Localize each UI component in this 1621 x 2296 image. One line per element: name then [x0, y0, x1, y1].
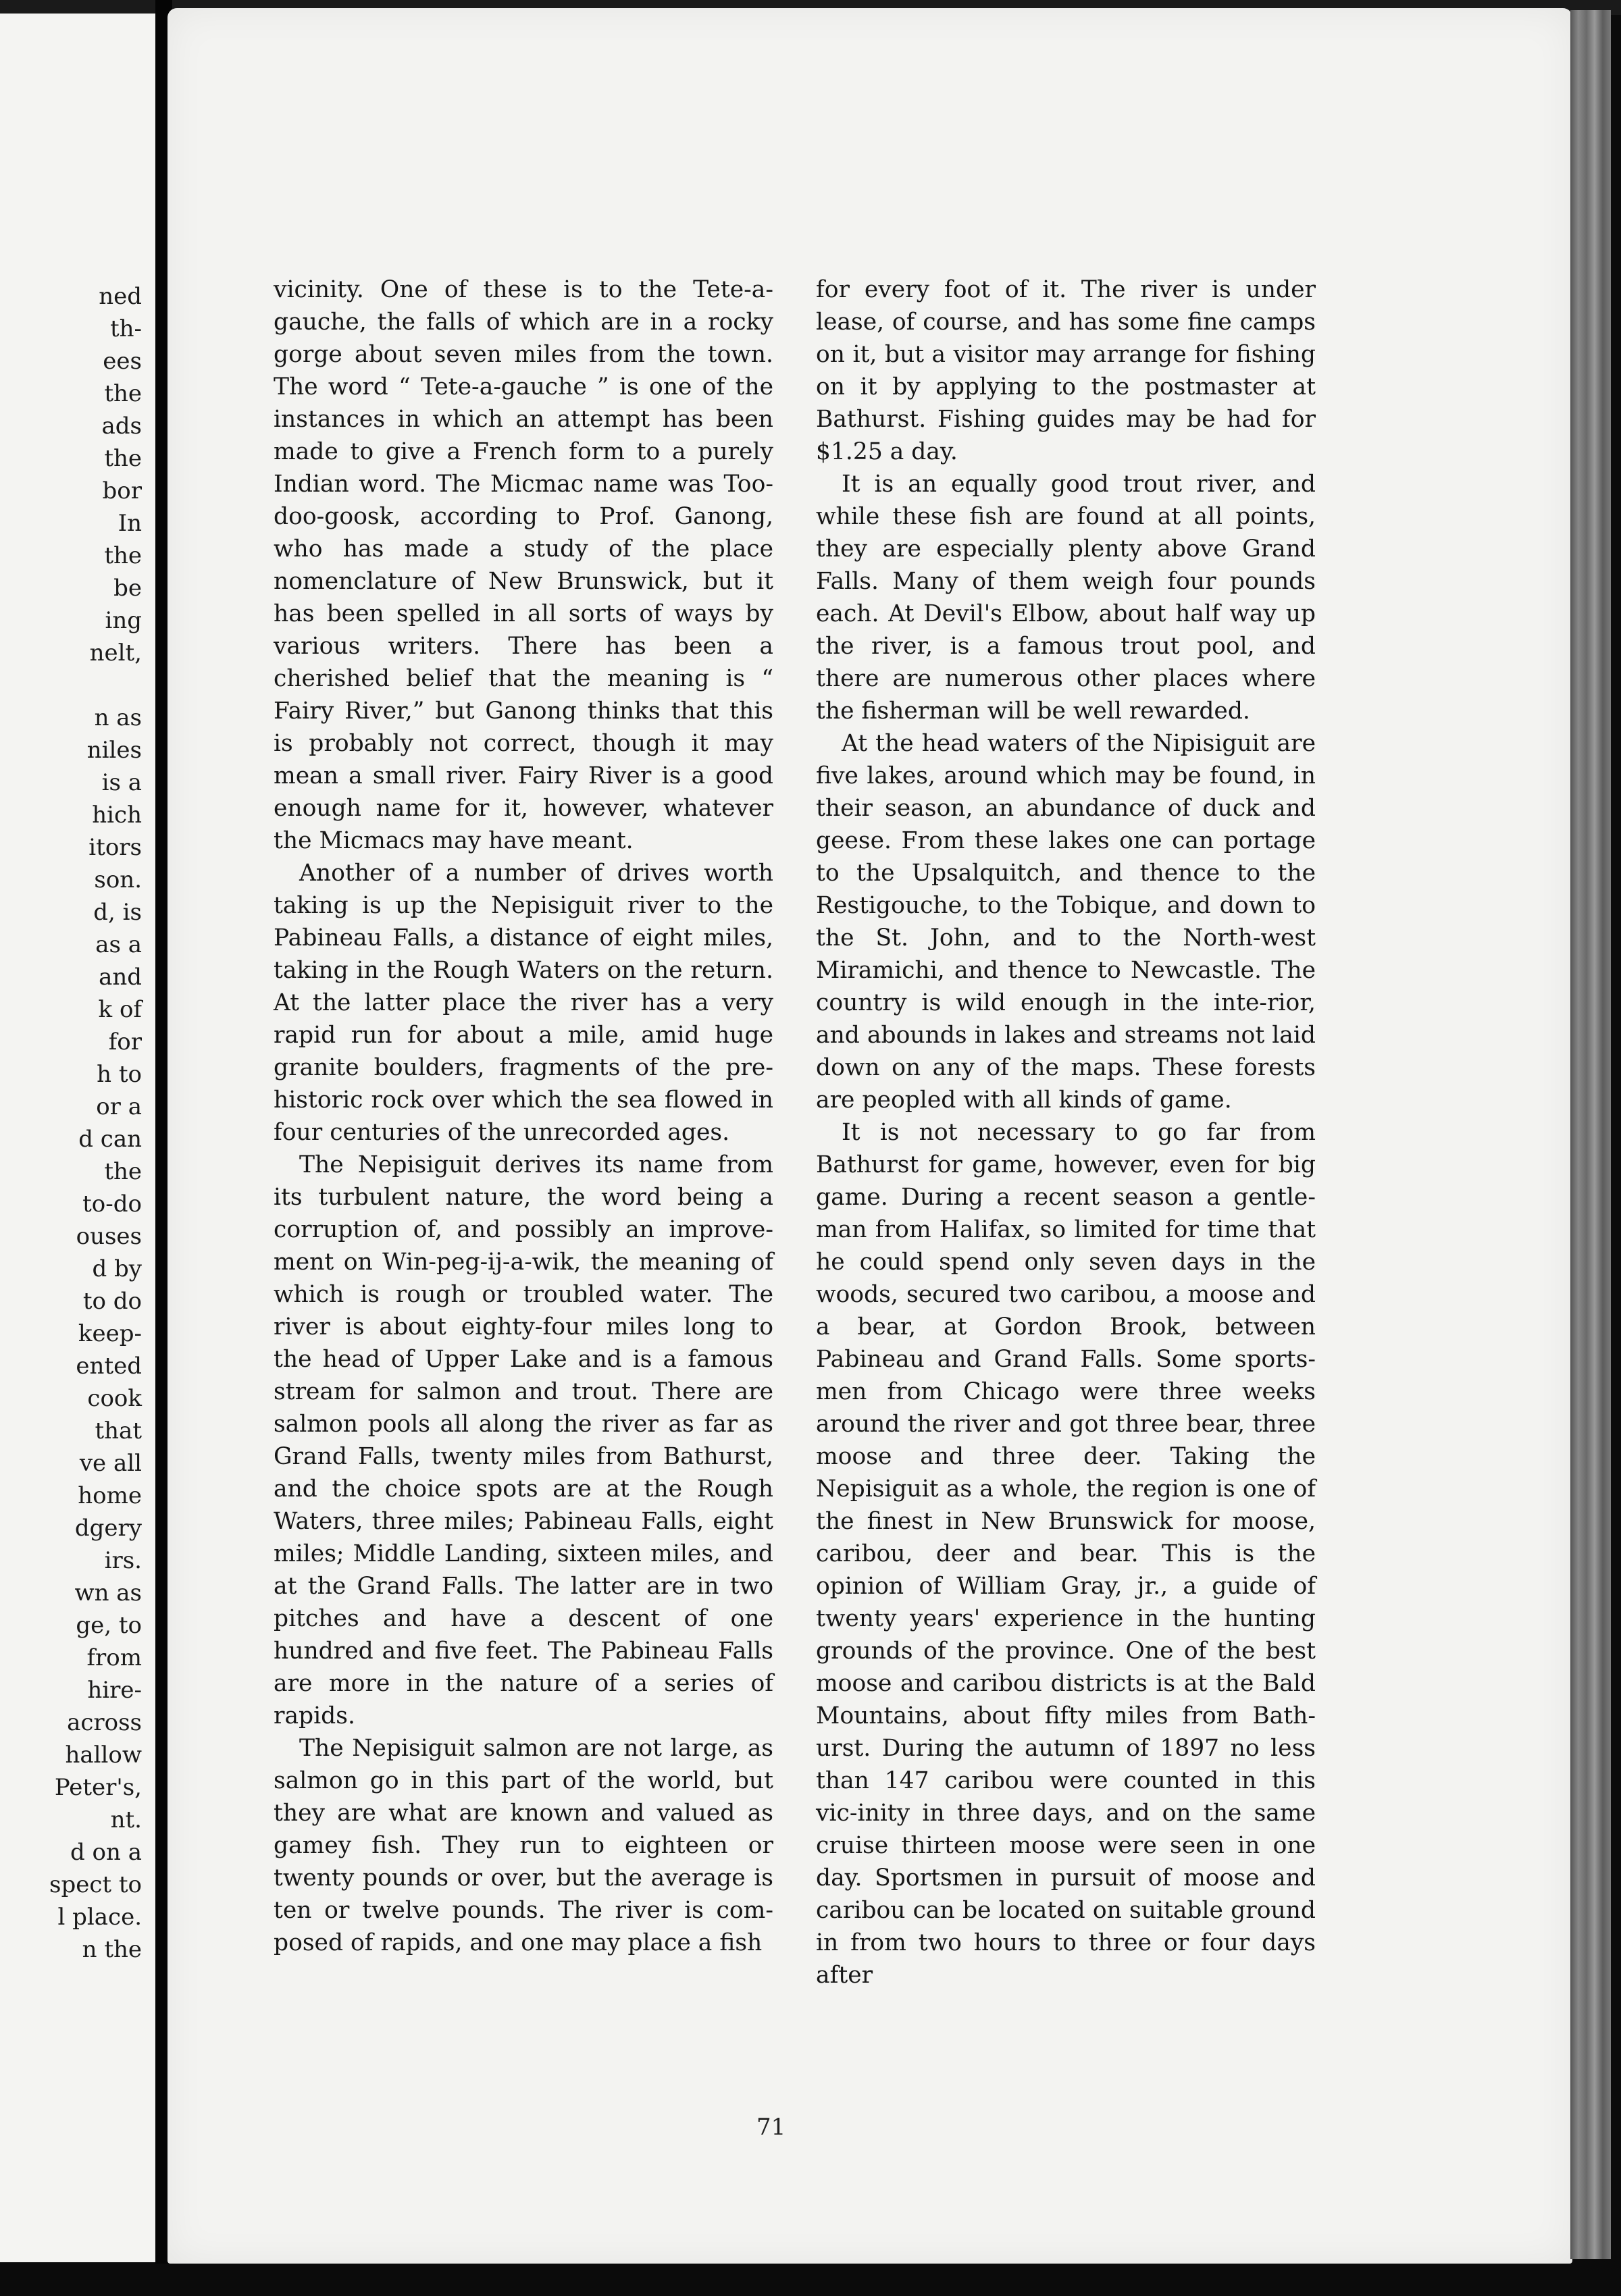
facing-page-line: n as [94, 704, 142, 731]
facing-page-line: ned [99, 283, 142, 310]
facing-page-line: h to [97, 1061, 142, 1088]
facing-page-line: the [104, 380, 142, 407]
facing-page-line: hire- [87, 1677, 142, 1704]
facing-page-line: is a [101, 769, 142, 796]
facing-page-line: hallow [65, 1742, 142, 1769]
text-column-right [816, 273, 1316, 1991]
facing-page-line: dgery [74, 1515, 142, 1542]
facing-page-line: nelt, [89, 640, 142, 667]
paragraph: At the head waters of the Nipisiguit are five lakes, around which may be found, in their season, an abundance of duck and geese. From these lakes one can portage to the Upsalquitch, and thence to the Restigouche, to the Tobique, and down to the St. John, and to the North-west Miramichi, and thence to Newcastle. The country is wild enough in the inte-rior, and abounds in lakes and streams not laid down on any of the maps. These forests are peopled with all kinds of game. [816, 730, 1316, 1114]
facing-page-line: as a [95, 931, 142, 958]
facing-page-line: hich [92, 802, 142, 829]
facing-page-line: to-do [82, 1191, 142, 1218]
facing-page-line: ge, to [76, 1612, 142, 1639]
facing-page-line: ads [101, 413, 142, 440]
facing-page-line: the [104, 445, 142, 472]
facing-page-line: d on a [70, 1839, 142, 1866]
facing-page-line: d by [92, 1255, 142, 1282]
paragraph: for every foot of it. The river is under lease, of course, and has some fine camps on it, but a visitor may arrange for fishing on it by applying to the postmaster at Bathurst. Fishing guides may be had for $1.25 a day. [816, 276, 1316, 465]
paragraph: The Nepisiguit salmon are not large, as salmon go in this part of the world, but they are what are known and valued as gamey fish. They run to eighteen or twenty pounds or over, but the average is ten or twelve pounds. The river is com-posed of rapids, and one may place a fish [274, 1735, 773, 1956]
facing-page-line: home [78, 1482, 142, 1509]
facing-page-line: bor [102, 477, 142, 504]
facing-page-line: ouses [76, 1223, 142, 1250]
facing-page-line: the [104, 542, 142, 569]
paragraph: Another of a number of drives worth taking is up the Nepisiguit river to the Pabineau Falls, a distance of eight miles, taking in the Rough Waters on the return. At the latter place the river has a very rapid run for about a mile, amid huge granite boulders, fragments of the pre-historic rock over which the sea flowed in four centuries of the unrecorded ages. [274, 860, 773, 1146]
facing-page-line: ing [105, 607, 142, 634]
facing-page-line: son. [94, 866, 142, 893]
facing-page-line: or a [96, 1093, 142, 1120]
facing-page-line: cook [87, 1385, 142, 1412]
facing-page-line: ve all [79, 1450, 142, 1477]
page-number: 71 [756, 2114, 786, 2141]
facing-page-line: ented [76, 1353, 142, 1380]
facing-page-line: spect to [49, 1871, 142, 1898]
facing-page-line: across [67, 1709, 142, 1736]
facing-page-line: l place. [57, 1904, 142, 1931]
facing-page-line: n the [82, 1936, 142, 1963]
facing-page-line: Peter's, [54, 1774, 142, 1801]
paragraph: vicinity. One of these is to the Tete-a-gauche, the falls of which are in a rocky gorge about seven miles from the town. The word “ Tete-a-gauche ” is one of the instances in which an attempt has been made to give a French form to a purely Indian word. The Micmac name was Too-doo-goosk, according to Prof. Ganong, who has made a study of the place nomenclature of New Brunswick, but it has been spelled in all sorts of ways by various writers. There has been a cherished belief that the meaning is “ Fairy River,” but Ganong thinks that this is probably not correct, though it may mean a small river. Fairy River is a good enough name for it, however, whatever the Micmacs may have meant. [274, 276, 773, 854]
facing-page-line: and [99, 964, 142, 991]
page-edges [1570, 10, 1611, 2259]
facing-page-line: ees [103, 348, 142, 375]
paragraph: It is an equally good trout river, and while these fish are found at all points, they are especially plenty above Grand Falls. Many of them weigh four pounds each. At Devil's Elbow, about half way up the river, is a famous trout pool, and there are numerous other places where the fisherman will be well rewarded. [816, 471, 1316, 725]
facing-page-line: irs. [104, 1547, 142, 1574]
facing-page-line: wn as [74, 1580, 142, 1607]
facing-page-line: k of [98, 996, 142, 1023]
paragraph: The Nepisiguit derives its name from its turbulent nature, the word being a corruption of, and possibly an improve-ment on Win-peg-ij-a-wik, the meaning of which is rough or troubled water. The river is about eighty-four miles long to the head of Upper Lake and is a famous stream for salmon and trout. There are salmon pools all along the river as far as Grand Falls, twenty miles from Bathurst, and the choice spots are at the Rough Waters, three miles; Pabineau Falls, eight miles; Middle Landing, sixteen miles, and at the Grand Falls. The latter are in two pitches and have a descent of one hundred and five feet. The Pabineau Falls are more in the nature of a series of rapids. [274, 1151, 773, 1729]
facing-page-line: nt. [110, 1806, 142, 1833]
facing-page-line: niles [86, 737, 142, 764]
text-column-left [274, 273, 773, 1959]
paragraph: It is not necessary to go far from Bathurst for game, however, even for big game. During a recent season a gentle-man from Halifax, so limited for time that he could spend only seven days in the woods, secured two caribou, a moose and a bear, at Gordon Brook, between Pabineau and Grand Falls. Some sports-men from Chicago were three weeks around the river and got three bear, three moose and three deer. Taking the Nepisiguit as a whole, the region is one of the finest in New Brunswick for moose, caribou, deer and bear. This is the opinion of William Gray, jr., a guide of twenty years' experience in the hunting grounds of the province. One of the best moose and caribou districts is at the Bald Mountains, about fifty miles from Bath-urst. During the autumn of 1897 no less than 147 caribou were counted in this vic-inity in three days, and on the same cruise thirteen moose were seen in one day. Sportsmen in pursuit of moose and caribou can be located on suitable ground in from two hours to three or four days after [816, 1119, 1316, 1989]
facing-page-line: that [95, 1417, 142, 1444]
facing-page-line: keep- [78, 1320, 142, 1347]
facing-page-line: d can [78, 1126, 142, 1153]
facing-page-fragment [0, 14, 157, 2262]
facing-page-line: for [108, 1028, 142, 1055]
facing-page-line: itors [88, 834, 142, 861]
facing-page-line: from [86, 1644, 142, 1671]
facing-page-line: to do [82, 1288, 142, 1315]
facing-page-line: th- [109, 315, 142, 342]
facing-page-line: d, is [93, 899, 142, 926]
scan-bottom-border [0, 2264, 1621, 2296]
facing-page-line: In [118, 510, 142, 537]
facing-page-line: be [113, 575, 142, 602]
facing-page-line: the [104, 1158, 142, 1185]
